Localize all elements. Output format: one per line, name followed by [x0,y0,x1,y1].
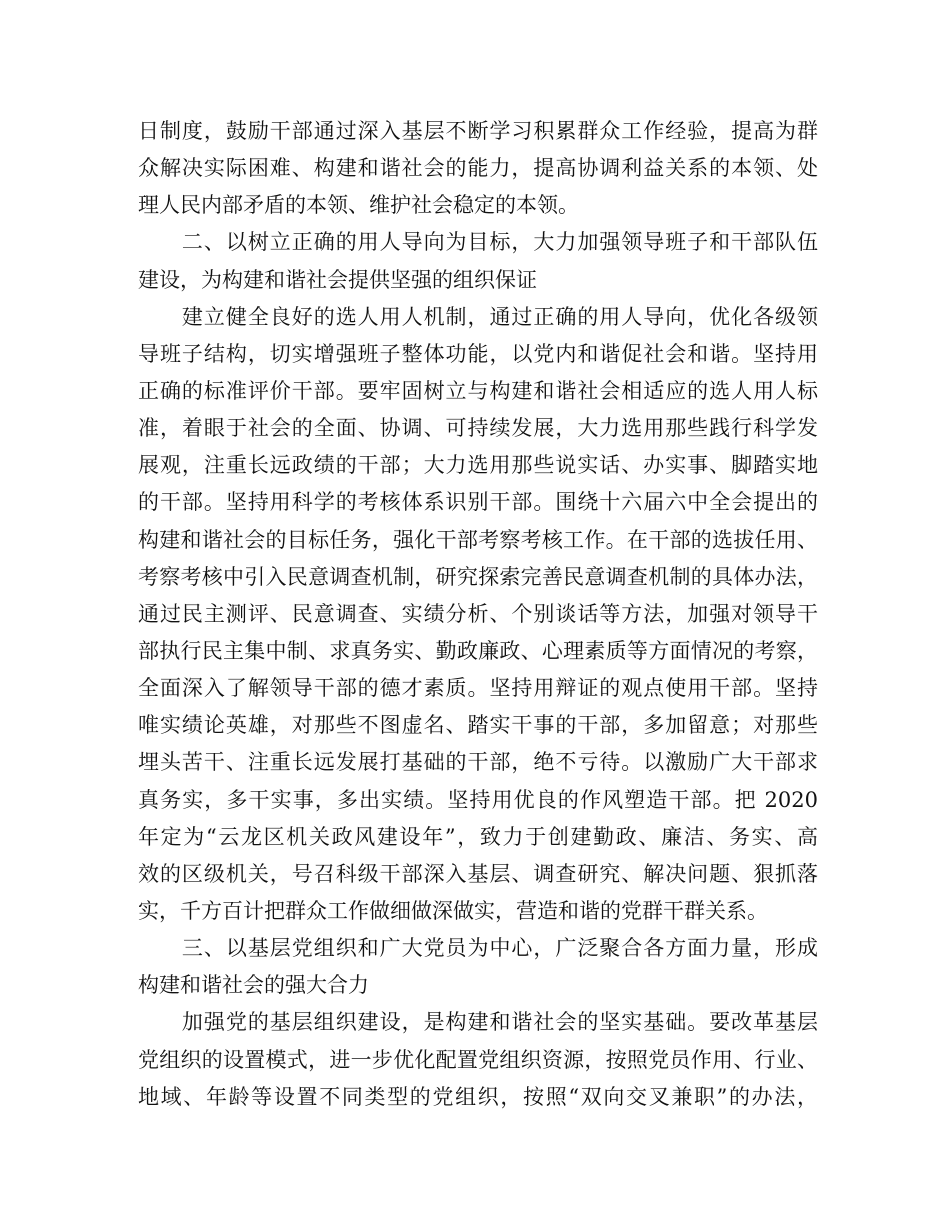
text-line: 展观，注重长远政绩的干部；大力选用那些说实话、办实事、脚踏实地 [138,453,818,478]
section-heading-line: 建设，为构建和谐社会提供坚强的组织保证 [138,267,537,292]
text-line: 加强党的基层组织建设，是构建和谐社会的坚实基础。要改革基层 [138,1010,818,1035]
text-line: 众解决实际困难、构建和谐社会的能力，提高协调利益关系的本领、处 [138,156,818,181]
section-heading-line: 构建和谐社会的强大合力 [138,973,369,998]
text-line: 党组织的设置模式，进一步优化配置党组织资源，按照党员作用、行业、 [138,1047,818,1072]
text-line: 唯实绩论英雄，对那些不图虚名、踏实干事的干部，多加留意；对那些 [138,713,818,738]
text-line: 部执行民主集中制、求真务实、勤政廉政、心理素质等方面情况的考察， [138,638,818,663]
text-line: 考察考核中引入民意调查机制，研究探索完善民意调查机制的具体办法， [138,564,818,589]
text-line: 年定为“云龙区机关政风建设年”，致力于创建勤政、廉洁、务实、高 [138,824,818,849]
text-line: 地域、年龄等设置不同类型的党组织，按照“双向交叉兼职”的办法， [138,1084,818,1109]
text-line: 构建和谐社会的目标任务，强化干部考察考核工作。在干部的选拔任用、 [138,527,818,552]
text-line: 全面深入了解领导干部的德才素质。坚持用辩证的观点使用干部。坚持 [138,676,818,701]
text-line: 理人民内部矛盾的本领、维护社会稳定的本领。 [138,193,579,218]
text-line: 通过民主测评、民意调查、实绩分析、个别谈话等方法，加强对领导干 [138,601,818,626]
text-line: 真务实，多干实事，多出实绩。坚持用优良的作风塑造干部。把 2020 [138,787,818,812]
text-line: 实，千方百计把群众工作做细做深做实，营造和谐的党群干群关系。 [138,898,768,923]
text-line: 准，着眼于社会的全面、协调、可持续发展，大力选用那些践行科学发 [138,416,818,441]
text-line: 效的区级机关，号召科级干部深入基层、调查研究、解决问题、狠抓落 [138,861,818,886]
text-line: 的干部。坚持用科学的考核体系识别干部。围绕十六届六中全会提出的 [138,490,818,515]
section-heading-line: 三、以基层党组织和广大党员为中心，广泛聚合各方面力量，形成 [138,936,818,961]
text-line: 日制度，鼓励干部通过深入基层不断学习积累群众工作经验，提高为群 [138,119,818,143]
text-line: 正确的标准评价干部。要牢固树立与构建和谐社会相适应的选人用人标 [138,378,818,403]
text-line: 埋头苦干、注重长远发展打基础的干部，绝不亏待。以激励广大干部求 [138,750,818,775]
text-line: 建立健全良好的选人用人机制，通过正确的用人导向，优化各级领 [138,304,818,329]
section-heading-line: 二、以树立正确的用人导向为目标，大力加强领导班子和干部队伍 [138,230,818,255]
text-line: 导班子结构，切实增强班子整体功能，以党内和谐促社会和谐。坚持用 [138,341,818,366]
body-text [138,113,818,1116]
